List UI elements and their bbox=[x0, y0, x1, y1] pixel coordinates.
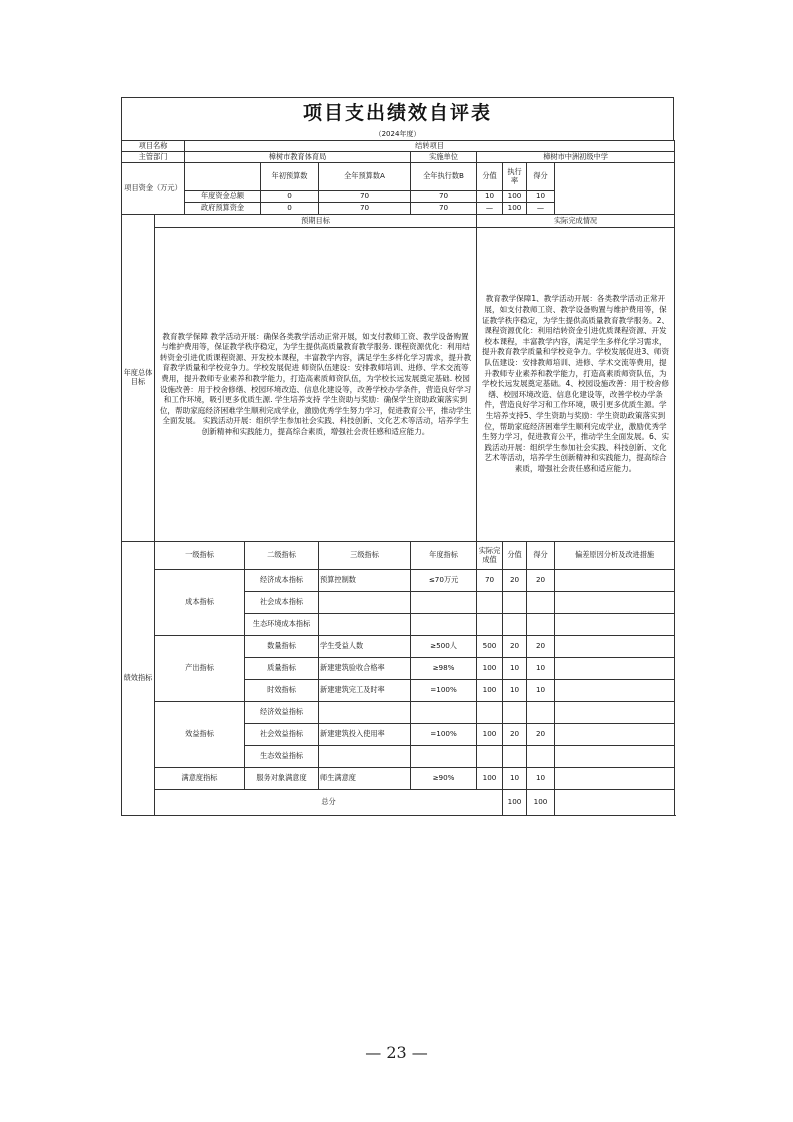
level2-cell: 经济成本指标 bbox=[245, 570, 319, 592]
weight-cell bbox=[503, 746, 527, 768]
actual-header: 实际完成情况 bbox=[477, 215, 675, 228]
reason-cell bbox=[555, 614, 675, 636]
level2-cell: 服务对象满意度 bbox=[245, 768, 319, 790]
level1-output: 产出指标 bbox=[155, 636, 245, 702]
indicator-row bbox=[122, 636, 675, 658]
level1-satisfaction: 满意度指标 bbox=[155, 768, 245, 790]
header-target: 年度指标 bbox=[411, 542, 477, 570]
department-label: 主管部门 bbox=[122, 152, 185, 163]
actual-text: 教育教学保障1、教学活动开展：各类教学活动正常开展，如支付教师工资、教学设备购置与维护费用等，保证教学秩序稳定，为学生提供高质量教育教学服务。2、课程资源优化：利用结转资金引进优质课程资源、开发校本课程，丰富教学内容，满足学生多样化学习需求，提升教育教学质量和学校竞争力。学校发展促进3、师资队伍建设：安排教师培训、进修、学术交流等费用，提升教师专业素养和教学能力，打造高素质师资队伍，为学校长远发展奠定基础。4、校园设施改善：用于校舍修缮、校园环境改造、信息化建设等，改善学校办学条件，营造良好学习和工作环境，吸引更多优质生源。学生培养支持5、学生资助与奖励：学生资助政策落实到位，帮助家庭经济困难学生顺利完成学业，激励优秀学生努力学习，促进教育公平，推动学生全面发展。6、实践活动开展：组织学生参加社会实践、科技创新、文化艺术等活动，培养学生创新精神和实践能力，提高综合素质，增强社会责任感和适应能力。 bbox=[477, 228, 675, 542]
indicator-row bbox=[122, 768, 675, 790]
implementer-label: 实施单位 bbox=[411, 152, 477, 163]
level3-cell: 新建建筑完工及时率 bbox=[319, 680, 411, 702]
reason-cell bbox=[555, 658, 675, 680]
total-weight: 100 bbox=[503, 790, 527, 816]
department-value: 樟树市教育体育局 bbox=[185, 152, 411, 163]
evaluation-sheet bbox=[121, 97, 674, 816]
actual-cell: 100 bbox=[477, 658, 503, 680]
score-cell bbox=[527, 592, 555, 614]
level2-cell: 时效指标 bbox=[245, 680, 319, 702]
funds-weight: 10 bbox=[477, 191, 503, 203]
target-cell: ≤70万元 bbox=[411, 570, 477, 592]
reason-cell bbox=[555, 592, 675, 614]
funds-annual: 70 bbox=[319, 191, 411, 203]
level2-cell: 质量指标 bbox=[245, 658, 319, 680]
level3-cell bbox=[319, 746, 411, 768]
indicator-row bbox=[122, 570, 675, 592]
implementer-value: 樟树市中洲初级中学 bbox=[477, 152, 675, 163]
funds-score: — bbox=[527, 203, 555, 215]
weight-cell: 20 bbox=[503, 636, 527, 658]
funds-header-score: 得分 bbox=[527, 163, 555, 191]
actual-cell bbox=[477, 592, 503, 614]
level1-cost: 成本指标 bbox=[155, 570, 245, 636]
indicators-label: 绩效指标 bbox=[122, 542, 155, 816]
project-name-row bbox=[122, 141, 675, 152]
level2-cell: 生态环境成本指标 bbox=[245, 614, 319, 636]
funds-header-initial: 年初预算数 bbox=[261, 163, 319, 191]
funds-initial: 0 bbox=[261, 191, 319, 203]
sheet-year: （2024年度） bbox=[121, 128, 674, 140]
actual-cell: 500 bbox=[477, 636, 503, 658]
funds-header-annual: 全年预算数A bbox=[319, 163, 411, 191]
actual-cell bbox=[477, 702, 503, 724]
target-cell bbox=[411, 592, 477, 614]
score-cell: 10 bbox=[527, 658, 555, 680]
header-score: 得分 bbox=[527, 542, 555, 570]
reason-cell bbox=[555, 702, 675, 724]
weight-cell: 10 bbox=[503, 680, 527, 702]
level3-cell: 师生满意度 bbox=[319, 768, 411, 790]
actual-cell bbox=[477, 746, 503, 768]
level3-cell bbox=[319, 702, 411, 724]
reason-cell bbox=[555, 636, 675, 658]
level1-benefit: 效益指标 bbox=[155, 702, 245, 768]
header-weight: 分值 bbox=[503, 542, 527, 570]
level3-cell: 预算控制数 bbox=[319, 570, 411, 592]
goals-content-row bbox=[122, 228, 675, 542]
level2-cell: 经济效益指标 bbox=[245, 702, 319, 724]
score-cell: 20 bbox=[527, 724, 555, 746]
reason-cell bbox=[555, 724, 675, 746]
funds-executed: 70 bbox=[411, 191, 477, 203]
funds-weight: — bbox=[477, 203, 503, 215]
funds-row-label: 政府预算资金 bbox=[185, 203, 261, 215]
funds-initial: 0 bbox=[261, 203, 319, 215]
funds-score: 10 bbox=[527, 191, 555, 203]
weight-cell: 20 bbox=[503, 724, 527, 746]
indicator-header-row bbox=[122, 542, 675, 570]
weight-cell bbox=[503, 592, 527, 614]
target-cell: =100% bbox=[411, 680, 477, 702]
level2-cell: 社会效益指标 bbox=[245, 724, 319, 746]
funds-corner bbox=[185, 163, 261, 191]
department-row bbox=[122, 152, 675, 163]
goals-label: 年度总体目标 bbox=[122, 215, 155, 542]
reason-cell bbox=[555, 746, 675, 768]
funds-header-executed: 全年执行数B bbox=[411, 163, 477, 191]
level3-cell: 新建建筑投入使用率 bbox=[319, 724, 411, 746]
funds-annual: 70 bbox=[319, 203, 411, 215]
score-cell: 10 bbox=[527, 768, 555, 790]
weight-cell: 20 bbox=[503, 570, 527, 592]
target-cell bbox=[411, 746, 477, 768]
actual-cell: 100 bbox=[477, 724, 503, 746]
level2-cell: 数量指标 bbox=[245, 636, 319, 658]
weight-cell: 10 bbox=[503, 658, 527, 680]
level2-cell: 生态效益指标 bbox=[245, 746, 319, 768]
header-reason: 偏差原因分析及改进措施 bbox=[555, 542, 675, 570]
header-actual: 实际完成值 bbox=[477, 542, 503, 570]
actual-cell: 70 bbox=[477, 570, 503, 592]
total-row bbox=[122, 790, 675, 816]
score-cell: 10 bbox=[527, 680, 555, 702]
evaluation-table bbox=[121, 140, 675, 816]
level3-cell: 新建建筑验收合格率 bbox=[319, 658, 411, 680]
score-cell: 20 bbox=[527, 636, 555, 658]
level3-cell: 学生受益人数 bbox=[319, 636, 411, 658]
page-number: — 23 — bbox=[365, 1043, 428, 1062]
funds-executed: 70 bbox=[411, 203, 477, 215]
header-level1: 一级指标 bbox=[155, 542, 245, 570]
funds-rate: 100 bbox=[503, 191, 527, 203]
reason-cell bbox=[555, 768, 675, 790]
header-level2: 二级指标 bbox=[245, 542, 319, 570]
weight-cell bbox=[503, 702, 527, 724]
actual-cell: 100 bbox=[477, 768, 503, 790]
expected-header: 预期目标 bbox=[155, 215, 477, 228]
target-cell: ≥98% bbox=[411, 658, 477, 680]
level3-cell bbox=[319, 614, 411, 636]
funds-header-rate: 执行率 bbox=[503, 163, 527, 191]
score-cell: 20 bbox=[527, 570, 555, 592]
header-level3: 三级指标 bbox=[319, 542, 411, 570]
total-blank bbox=[555, 790, 675, 816]
target-cell: =100% bbox=[411, 724, 477, 746]
expected-text: 教育教学保障 教学活动开展：确保各类教学活动正常开展，如支付教师工资、教学设备购置与维护费用等，保证教学秩序稳定，为学生提供高质量教育教学服务. 课程资源优化：利用结转资金引进优质课程资源、开发校本课程，丰富教学内容，满足学生多样化学习需求，提升教育教学质量和学校竞争力。学校发展促进 师资队伍建设：安排教师培训、进修、学术交流等费用，提升教师专业素养和教学能力，打造高素质师资队伍，为学校长远发展奠定基础. 校园设施改善：用于校舍修缮、校园环境改造、信息化建设等，改善学校办学条件，营造良好学习和工作环境，吸引更多优质生源. 学生培养支持 学生资助与奖励：确保学生资助政策落实到位，帮助家庭经济困难学生顺利完成学业，激励优秀学生努力学习，促进教育公平，推动学生全面发展。 实践活动开展：组织学生参加社会实践、科技创新、文化艺术等活动，培养学生创新精神和实践能力，提高综合素质，增强社会责任感和适应能力。 bbox=[155, 228, 477, 542]
level2-cell: 社会成本指标 bbox=[245, 592, 319, 614]
target-cell bbox=[411, 614, 477, 636]
sheet-title: 项目支出绩效自评表 bbox=[121, 97, 674, 128]
target-cell: ≥90% bbox=[411, 768, 477, 790]
funds-header-row bbox=[122, 163, 675, 191]
funds-blank bbox=[555, 163, 675, 215]
reason-cell bbox=[555, 570, 675, 592]
funds-rate: 100 bbox=[503, 203, 527, 215]
score-cell bbox=[527, 702, 555, 724]
level3-cell bbox=[319, 592, 411, 614]
score-cell bbox=[527, 746, 555, 768]
score-cell bbox=[527, 614, 555, 636]
project-name-value: 结转项目 bbox=[185, 141, 675, 152]
funds-header-weight: 分值 bbox=[477, 163, 503, 191]
target-cell: ≥500人 bbox=[411, 636, 477, 658]
target-cell bbox=[411, 702, 477, 724]
total-score: 100 bbox=[527, 790, 555, 816]
indicator-row bbox=[122, 702, 675, 724]
weight-cell: 10 bbox=[503, 768, 527, 790]
weight-cell bbox=[503, 614, 527, 636]
project-name-label: 项目名称 bbox=[122, 141, 185, 152]
funds-label: 项目资金（万元） bbox=[122, 163, 185, 215]
total-label: 总分 bbox=[155, 790, 503, 816]
goals-header-row bbox=[122, 215, 675, 228]
funds-row-label: 年度资金总额 bbox=[185, 191, 261, 203]
actual-cell bbox=[477, 614, 503, 636]
actual-cell: 100 bbox=[477, 680, 503, 702]
reason-cell bbox=[555, 680, 675, 702]
